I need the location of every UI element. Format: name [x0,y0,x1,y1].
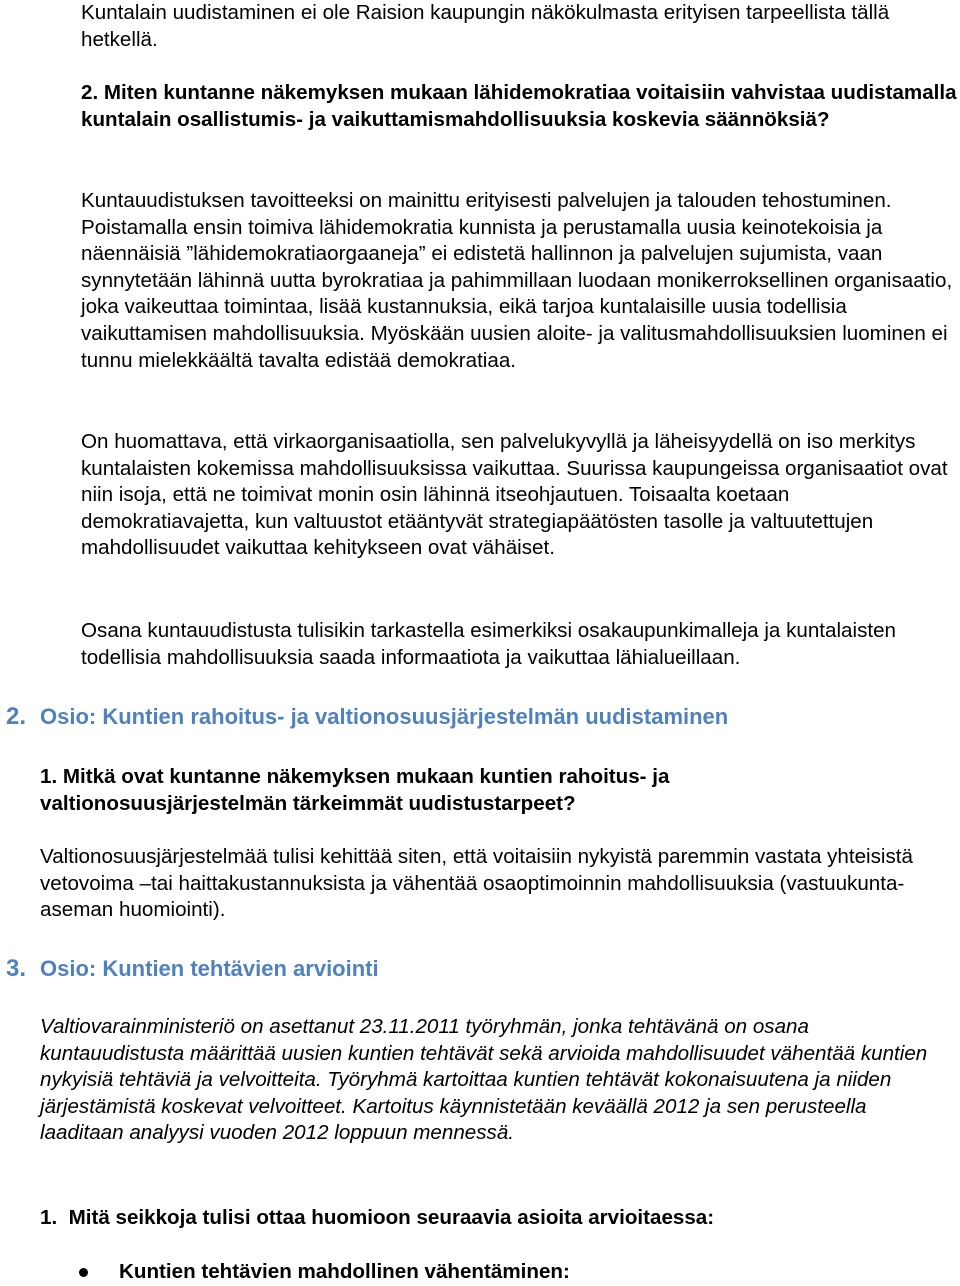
section-2-heading [6,703,728,731]
answer-2-paragraph-3: Osana kuntauudistusta tulisikin tarkastella esimerkiksi osakaupunkimalleja ja kuntalaisten todellisia mahdollisuuksia saada informaatiota ja vaikuttaa lähialueillaan. [81,619,897,669]
section-3-title: Osio: Kuntien tehtävien arviointi [40,956,379,981]
section-2-answer-1: Valtionosuusjärjestelmää tulisi kehittää siten, että voitaisiin nykyistä paremmin vastata yhteisistä vetovoima –tai haittakustannuksista ja vähentää osaoptimoinnin mahdollisuuksia (vastuukunta-aseman huomiointi). [40,845,913,922]
answer-2-paragraph-2: On huomattava, että virkaorganisaatiolla, sen palvelukyvyllä ja läheisyydellä on iso merkitys kuntalaisten kokemissa mahdollisuuksissa vaikuttaa. Suurissa kaupungeissa organisaatiot ovat niin isoja, että ne toimivat monin osin lähinnä itseohjautuen. Toisaalta koetaan demokratiavajetta, kun valtuustot etääntyvät strategiapäätösten tasolle ja valtuutettujen mahdollisuudet vaikuttaa kehitykseen ovat vähäiset. [81,430,948,560]
section-3-heading [6,955,379,983]
question-2: 2. Miten kuntanne näkemyksen mukaan lähidemokratiaa voitaisiin vahvistaa uudistamalla kuntalain osallistumis- ja vaikuttamismahdollisuuksia koskevia säännöksiä? [81,81,957,131]
bullet-icon [79,1268,88,1277]
section-3-bullet-1: Kuntien tehtävien mahdollinen vähentäminen: [119,1260,570,1283]
section-2-title: Osio: Kuntien rahoitus- ja valtionosuusjärjestelmän uudistaminen [40,704,729,729]
intro-text: Kuntalain uudistaminen ei ole Raision kaupungin näkökulmasta erityisen tarpeellista tällä hetkellä. [81,1,890,51]
section-3-number: 3. [6,955,27,982]
section-2-question-1: 1. Mitkä ovat kuntanne näkemyksen mukaan kuntien rahoitus- ja valtionosuusjärjestelmän tärkeimmät uudistustarpeet? [40,765,670,815]
answer-2-paragraph-1: Kuntauudistuksen tavoitteeksi on mainittu erityisesti palvelujen ja talouden tehostuminen. Poistamalla ensin toimiva lähidemokratia kunnista ja perustamalla uusia keinotekoisia ja näennäisiä ”lähidemokratiaorgaaneja” ei edistetä hallinnon ja palvelujen sujumista, vaan synnytetään lähinnä uutta byrokratiaa ja pahimmillaan luodaan monikerroksellinen organisaatio, joka vaikeuttaa toimintaa, lisää kustannuksia, eikä tarjoa kuntalaisille uusia todellisia vaikuttamisen mahdollisuuksia. Myöskään uusien aloite- ja valitusmahdollisuuksien luominen ei tunnu mielekkäältä tavalta edistää demokratiaa. [81,189,953,372]
section-3-intro: Valtiovarainministeriö on asettanut 23.11.2011 työryhmän, jonka tehtävänä on osana kuntauudistusta määrittää uusien kuntien tehtävät sekä arvioida mahdollisuudet vähentää kuntien nykyisiä tehtäviä ja velvoitteita. Työryhmä kartoittaa kuntien tehtävät kokonaisuutena ja niiden järjestämistä koskevat velvoitteet. Kartoitus käynnistetään keväällä 2012 ja sen perusteella laaditaan analyysi vuoden 2012 loppuun mennessä. [40,1015,928,1145]
section-2-number: 2. [6,703,27,730]
section-3-question-1: 1. Mitä seikkoja tulisi ottaa huomioon seuraavia asioita arvioitaessa: [40,1206,715,1229]
